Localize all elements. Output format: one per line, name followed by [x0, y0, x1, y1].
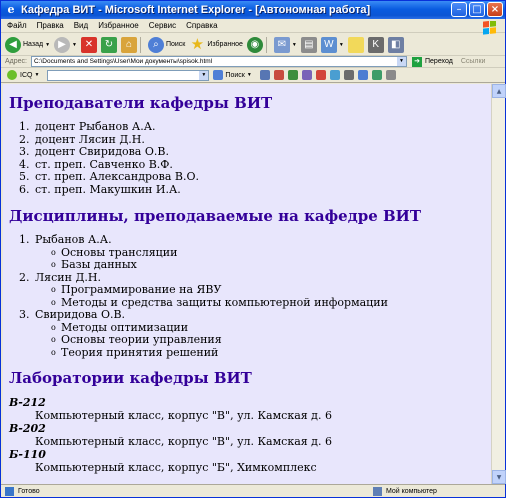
- messenger-button[interactable]: [368, 36, 384, 54]
- close-button[interactable]: ×: [487, 2, 503, 17]
- security-zone: [373, 487, 437, 496]
- address-dropdown-icon[interactable]: ▼: [397, 57, 406, 66]
- research-button[interactable]: [388, 36, 404, 54]
- printer-icon: ▤: [301, 37, 317, 53]
- games-icon[interactable]: [316, 70, 326, 80]
- icq-search-input[interactable]: [47, 70, 209, 81]
- scroll-down-icon[interactable]: ▼: [492, 470, 506, 484]
- icq-label[interactable]: ICQ: [20, 71, 33, 79]
- notes-icon[interactable]: [344, 70, 354, 80]
- menu-file[interactable]: Файл: [7, 21, 27, 30]
- mail-button[interactable]: [274, 36, 297, 54]
- menu-edit[interactable]: Правка: [36, 21, 64, 30]
- page-content: Преподаватели кафедры ВИТ 1. доцент Рыбанов А.А. 2. доцент Лясин Д.Н. 3. доцент Свиридова О.В. 4. ст. преп. Савченко В.Ф. 5. ст. преп. Александрова В.О. 6. ст. преп. Макушкин И.А. Дисциплины, преподаваемые на кафедре ВИТ 1. Рыбанов А.А. o Основы трансляции o Базы данных 2. Лясин Д.Н. o Программирование на ЯВУ o Методы и средства защиты компьютерной информации 3. Свиридова О.В. o Методы оптимизации o Основы теории управления o Теория принятия решений Лаборатории кафедры ВИТ В-212 Компьютерный класс, корпус "В", ул. Камская д. 6 В-202 Компьютерный класс, корпус "В", ул. Камская д. 6 Б-110 Компьютерный класс, корпус "Б", Химкомплекс: [3, 84, 491, 484]
- search-icon: ⌕: [148, 37, 164, 53]
- stop-button[interactable]: [81, 36, 97, 54]
- menu-view[interactable]: Вид: [73, 21, 89, 30]
- home-icon: ⌂: [121, 37, 137, 53]
- address-label: Адрес:: [5, 58, 27, 65]
- music-icon[interactable]: [372, 70, 382, 80]
- address-input[interactable]: [31, 56, 407, 67]
- media-icon: ◉: [247, 37, 263, 53]
- forward-button[interactable]: [54, 36, 77, 54]
- search-button[interactable]: ⌕ Поиск: [148, 36, 185, 54]
- computer-icon: [373, 487, 382, 496]
- icq-search-button[interactable]: Поиск: [225, 71, 245, 79]
- forward-arrow-icon: ▶: [54, 37, 70, 53]
- toolbar-separator: [140, 37, 141, 53]
- dropdown-arrow-icon[interactable]: ▼: [34, 72, 40, 78]
- icq-toolbar: [1, 68, 505, 83]
- lab-description: Компьютерный класс, корпус "Б", Химкомплекс: [35, 461, 317, 474]
- research-icon: ◧: [388, 37, 404, 53]
- mail-icon: ✉: [274, 37, 290, 53]
- status-text: Готово: [18, 487, 40, 495]
- weather-icon[interactable]: [358, 70, 368, 80]
- lab-code: Б-110: [9, 448, 46, 461]
- dropdown-arrow-icon[interactable]: ▼: [291, 41, 297, 48]
- settings-icon[interactable]: [330, 70, 340, 80]
- heading-disciplines: Дисциплины, преподаваемые на кафедре ВИТ: [9, 207, 421, 225]
- lab-description: Компьютерный класс, корпус "В", ул. Камская д. 6: [35, 435, 332, 448]
- print-button[interactable]: [301, 36, 317, 54]
- back-button[interactable]: ◀ Назад ▼: [5, 36, 50, 54]
- lab-code: В-202: [9, 422, 46, 435]
- toolbar-separator: [266, 37, 267, 53]
- status-bar: [1, 484, 505, 497]
- stop-icon: ✕: [81, 37, 97, 53]
- icq-search-dropdown-icon[interactable]: ▼: [199, 71, 208, 80]
- dropdown-arrow-icon[interactable]: ▼: [246, 72, 252, 78]
- ie-logo-icon: e: [7, 3, 15, 16]
- edit-button[interactable]: [321, 36, 344, 54]
- discuss-icon: [348, 37, 364, 53]
- people-icon[interactable]: [288, 70, 298, 80]
- dropdown-arrow-icon[interactable]: ▼: [72, 41, 77, 48]
- mail-icon[interactable]: [274, 70, 284, 80]
- chat-icon[interactable]: [302, 70, 312, 80]
- go-arrow-icon[interactable]: ➜: [412, 57, 422, 67]
- title-bar[interactable]: [1, 1, 505, 19]
- heading-teachers: Преподаватели кафедры ВИТ: [9, 94, 273, 112]
- star-icon: ★: [190, 35, 205, 53]
- search-icon: [213, 70, 223, 80]
- dropdown-arrow-icon[interactable]: ▼: [45, 41, 51, 48]
- window-title: Кафедра ВИТ - Microsoft Internet Explorer - [Автономная работа]: [21, 4, 371, 16]
- favorites-button[interactable]: ★ Избранное: [190, 35, 243, 53]
- go-button[interactable]: Переход: [425, 58, 453, 65]
- media-button[interactable]: [247, 36, 263, 54]
- menu-bar: [1, 19, 505, 33]
- zone-label: Мой компьютер: [386, 487, 437, 495]
- discuss-button[interactable]: [348, 36, 364, 54]
- dropdown-arrow-icon[interactable]: ▼: [338, 41, 344, 48]
- maximize-button[interactable]: □: [469, 2, 485, 17]
- links-label[interactable]: Ссылки: [460, 58, 486, 65]
- k-icon: K: [368, 37, 384, 53]
- edit-icon: W: [321, 37, 337, 53]
- menu-favorites[interactable]: Избранное: [98, 21, 139, 30]
- lab-description: Компьютерный класс, корпус "В", ул. Камская д. 6: [35, 409, 332, 422]
- menu-tools[interactable]: Сервис: [148, 21, 177, 30]
- refresh-icon: ↻: [101, 37, 117, 53]
- address-bar: [1, 56, 505, 68]
- page-icon: [5, 487, 14, 496]
- menu-help[interactable]: Справка: [186, 21, 218, 30]
- tools-icon[interactable]: [386, 70, 396, 80]
- lab-code: В-212: [9, 396, 46, 409]
- back-arrow-icon: ◀: [5, 37, 21, 53]
- minimize-button[interactable]: –: [451, 2, 467, 17]
- icq-flower-icon: [7, 70, 17, 80]
- vertical-scrollbar[interactable]: [491, 84, 505, 484]
- globe-icon[interactable]: [260, 70, 270, 80]
- refresh-button[interactable]: [101, 36, 117, 54]
- address-value: C:\Documents and Settings\User\Мои документы\spisok.html: [34, 58, 213, 65]
- home-button[interactable]: [121, 36, 137, 54]
- standard-toolbar: [1, 34, 505, 56]
- scroll-up-icon[interactable]: ▲: [492, 84, 506, 98]
- heading-labs: Лаборатории кафедры ВИТ: [9, 369, 252, 387]
